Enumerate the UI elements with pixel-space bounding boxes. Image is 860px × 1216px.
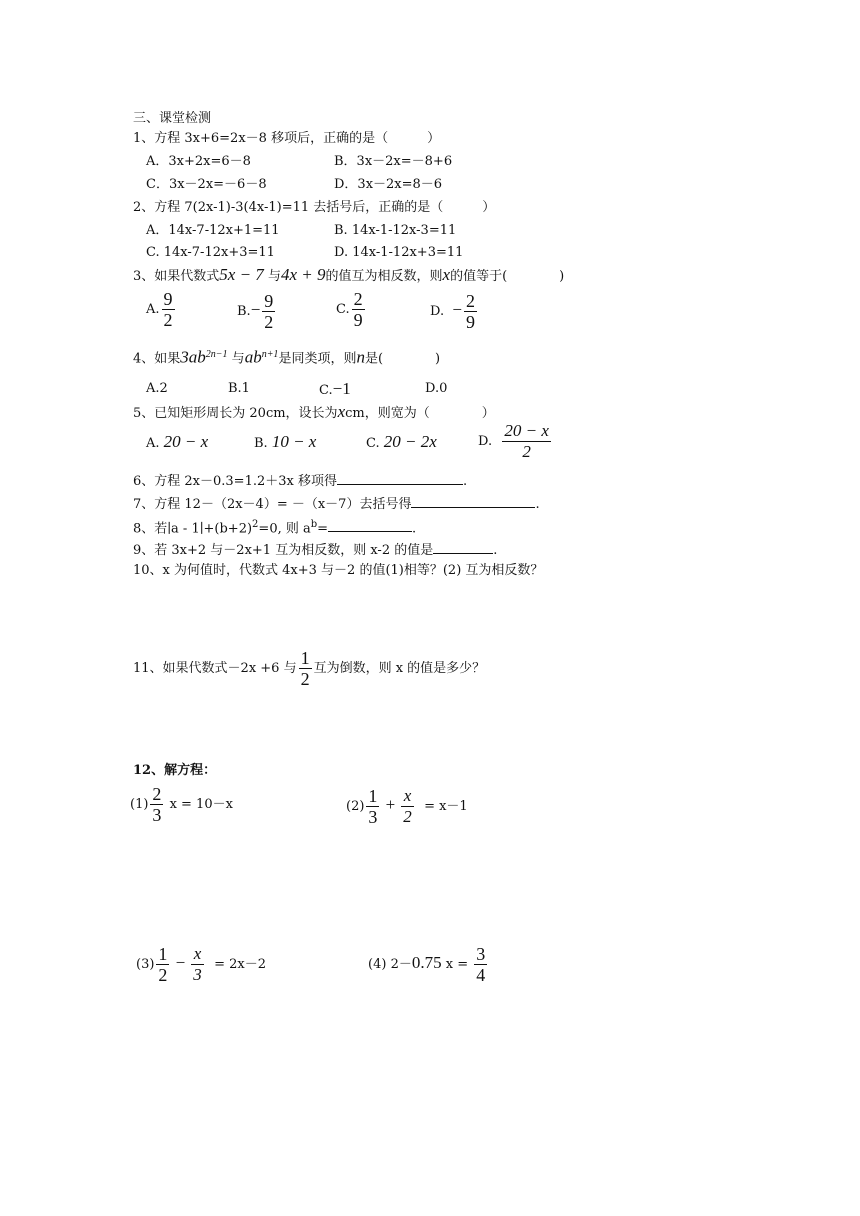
- question-12-title: 12、解方程：: [133, 763, 217, 778]
- q8-answer-blank[interactable]: [328, 517, 412, 532]
- question-9: 9、若 3x+2 与－2x+1 互为相反数，则 x-2 的值是 .: [133, 539, 497, 560]
- question-10: 10、x 为何值时，代数式 4x+3 与－2 的值(1)相等？(2) 互为相反数？: [133, 563, 544, 578]
- q4-option-a: A.2: [146, 381, 168, 396]
- question-3-stem: 3、如果代数式5x − 7 与4x + 9的值互为相反数，则x的值等于( ): [133, 265, 565, 284]
- question-8: 8、若∣a - $1∣+(b+2)^2=0$, 则 $a^b=$ .: [133, 519, 417, 537]
- q2-option-c: C. 14x-7-12x+3=11: [146, 245, 275, 260]
- q12-equation-1: (1) $\frac{2}{3}$ x = 10－x: [130, 784, 233, 825]
- q3-option-a: A. $\frac{9}{2}$: [146, 289, 173, 330]
- q5-option-a: A. 20 − x: [146, 432, 209, 451]
- q12-equation-2: (2) $\frac{1}{3}$ + $\frac{x}{2}$ = x－1: [346, 786, 468, 827]
- q7-answer-blank[interactable]: [411, 493, 535, 508]
- q4-option-d: D.0: [425, 381, 448, 396]
- q12-equation-4: (4) 2－0.75 x = $\frac{3}{4}$: [368, 944, 486, 985]
- question-2-stem: 2、方程 7(2x-1)-3(4x-1)=11 去括号后，正确的是（ ）: [133, 200, 496, 215]
- q5-option-c: C. 20 − 2x: [366, 432, 437, 451]
- q1-option-a: A．3x+2x=6－8: [146, 154, 251, 169]
- q3-option-b: B.− $\frac{9}{2}$: [237, 291, 274, 332]
- q4-option-c: C.−1: [319, 379, 351, 398]
- q3-expr-2: 4x + 9: [280, 265, 326, 284]
- q5-option-d: D. $\frac{20 - x}{2}$: [478, 421, 549, 461]
- q1-option-c: C．3x－2x=－6－8: [146, 177, 267, 192]
- question-6: 6、方程 2x－0.3=1.2＋3x 移项得 .: [133, 470, 467, 491]
- q9-answer-blank[interactable]: [433, 539, 493, 554]
- question-5-stem: 5、已知矩形周长为 20cm，设长为xcm，则宽为（ ）: [133, 402, 495, 421]
- q4-option-b: B.1: [228, 381, 250, 396]
- q5-option-b: B. 10 − x: [254, 432, 317, 451]
- q3-expr-1: 5x − 7: [219, 265, 264, 284]
- question-4-stem: 4、如果$3ab^{2n-1}$ 与$ab^{n+1}$是同类项，则n是( ): [133, 347, 441, 367]
- q2-option-b: B. 14x-1-12x-3=11: [334, 223, 457, 238]
- q2-option-d: D. 14x-1-12x+3=11: [334, 245, 464, 260]
- q1-option-b: B．3x－2x=－8+6: [334, 154, 453, 169]
- question-11: 11、如果代数式－2x +6 与 $\frac{1}{2}$ 互为倒数，则 x 的值是多少？: [133, 648, 486, 689]
- q2-option-a: A．14x-7-12x+1=11: [146, 223, 280, 238]
- section-title: 三、课堂检测: [133, 111, 212, 126]
- q3-option-c: C. $\frac{2}{9}$: [336, 289, 363, 330]
- q1-option-d: D．3x－2x=8－6: [334, 177, 443, 192]
- question-1-stem: 1、方程 3x+6=2x－8 移项后，正确的是（ ）: [133, 131, 441, 146]
- q6-answer-blank[interactable]: [337, 470, 463, 485]
- question-7: 7、方程 12－（2x－4）= －（x－7）去括号得 .: [133, 493, 540, 514]
- q12-equation-3: (3) $\frac{1}{2}$ − $\frac{x}{3}$ = 2x－2: [136, 944, 266, 985]
- q3-option-d: D. − $\frac{2}{9}$: [430, 291, 475, 332]
